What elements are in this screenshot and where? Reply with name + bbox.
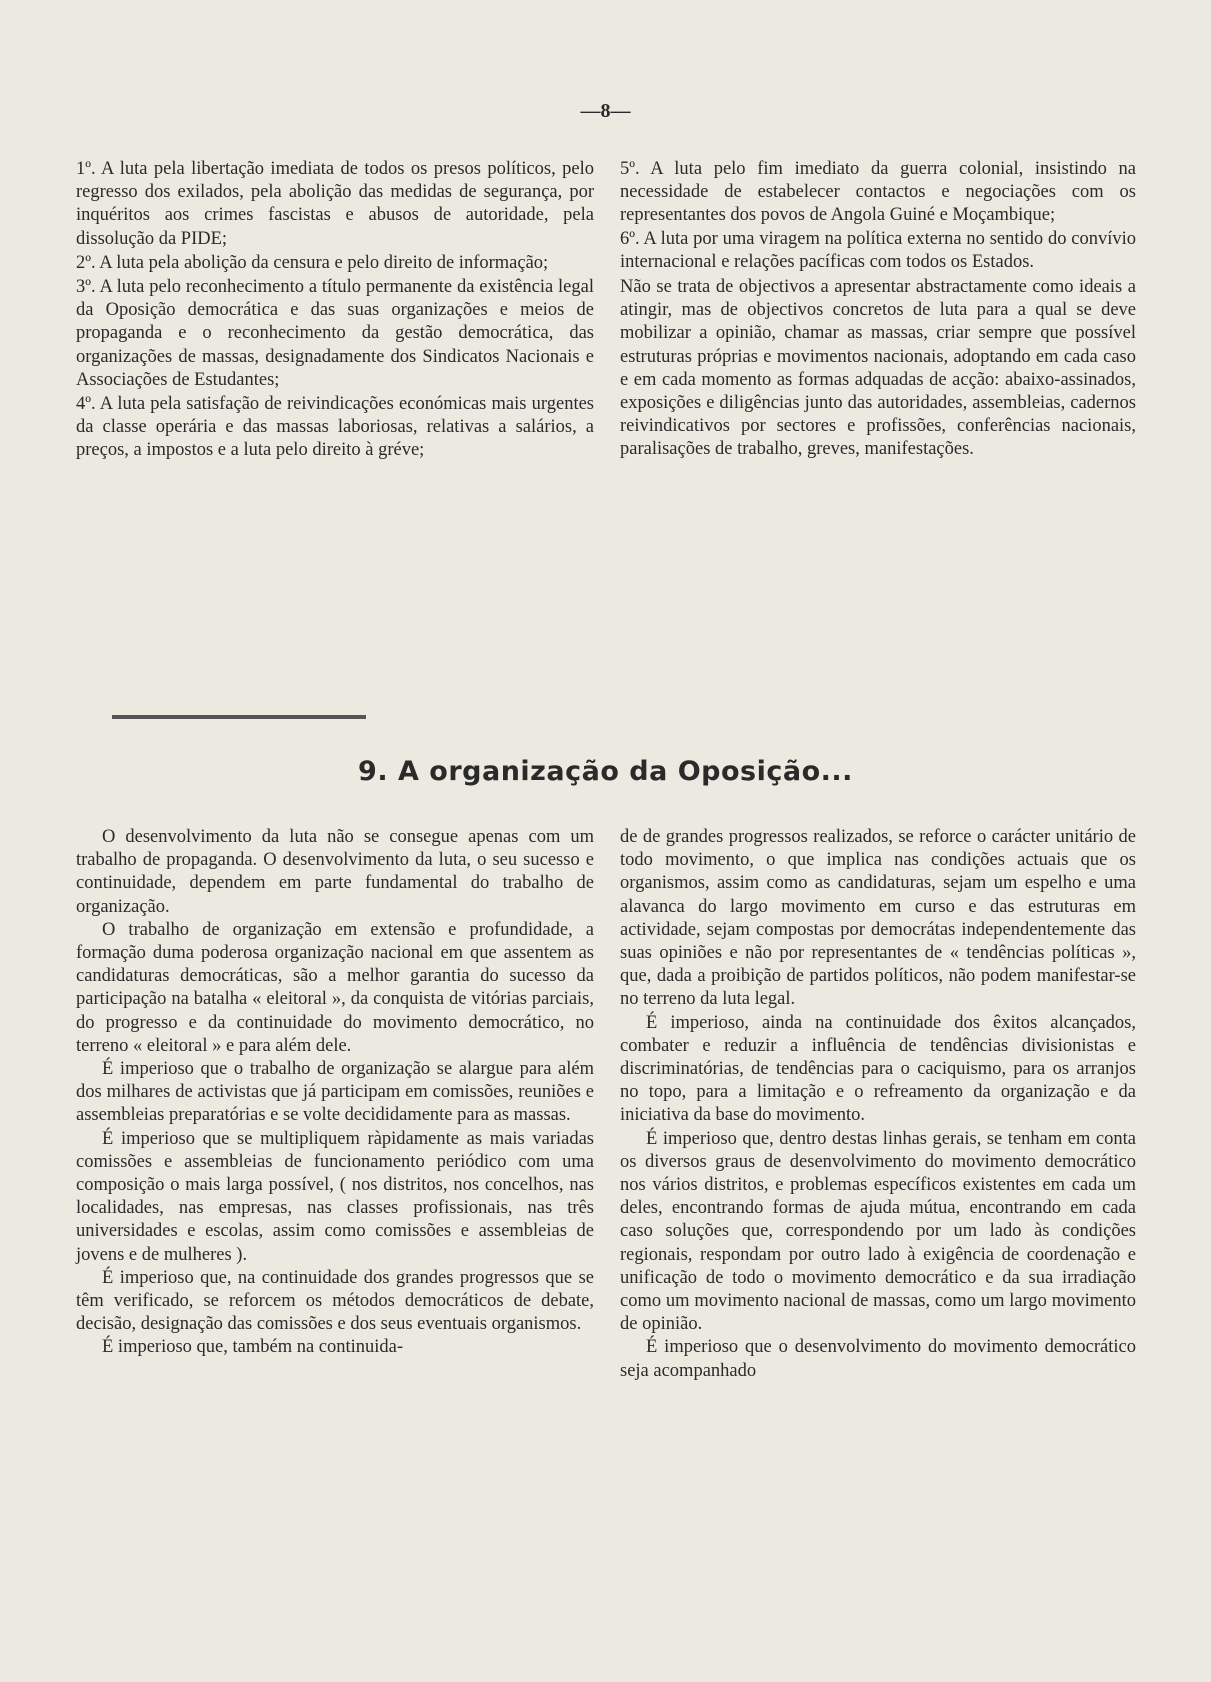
list-item-text: A luta pela satisfação de reivindicações económicas mais urgentes da classe operária e das massas laboriosas, relativas a salários, a preços, a impostos e a luta pelo direito à gréve; [76,394,594,461]
list-item [76,393,594,463]
body-paragraph: O desenvolvimento da luta não se consegue apenas com um trabalho de propaganda. O desenvolvimento da luta, o seu sucesso e continuidade, dependem em parte fundamental do trabalho de organização. [76,827,594,917]
list-item-number: 4º. [76,394,96,415]
list-item-number: 5º. [620,159,640,179]
list-item-text: A luta pela libertação imediata de todos os presos políticos, pelo regresso dos exilados, pela abolição das medidas de segurança, por inquéritos aos crimes fascistas e abusos de autoridade, pela dissolução da PIDE; [76,159,594,249]
section-heading: 9. A organização da Oposição... [358,756,853,787]
body-paragraph: É imperioso, ainda na continuidade dos êxitos alcançados, combater e reduzir a influência de tendências divisionistas e discriminatórias, de tendências para o caciquismo, para os arranjos no topo, para a limitação e o refreamento da organização e da iniciativa da base do movimento. [620,1012,1136,1126]
top-left-column [76,158,594,464]
body-paragraph: É imperioso que, também na continuida- [102,1337,404,1358]
list-item-text: A luta pela abolição da censura e pelo direito de informação; [99,252,549,273]
list-item-text: A luta pelo fim imediato da guerra colonial, insistindo na necessidade de estabelecer contactos e negociações com os representantes dos povos de Angola Guiné e Moçambique; [620,159,1136,226]
top-right-column [620,158,1136,462]
list-item-number: 3º. [76,277,96,298]
body-paragraph: Não se trata de objectivos a apresentar abstractamente como ideais a atingir, mas de objectivos concretos de luta para a qual se deve mobilizar a opinião, chamar as massas, criar sempre que possível estruturas próprias e movimentos nacionais, adoptando em cada caso e em cada momento as formas adquadas de acção: abaixo-assinados, exposições e diligências junto das autoridades, assembleias, cadernos reivindicativos por sectores e profissões, conferências nacionais, paralisações de trabalho, greves, manifestações. [620,277,1136,460]
list-item [620,228,1136,274]
list-item [76,158,594,251]
body-paragraph: O trabalho de organização em extensão e profundidade, a formação duma poderosa organização nacional em que assentem as candidaturas democráticas, são a melhor garantia do sucesso da participação na batalha « eleitoral », da conquista de vitórias parciais, do progresso e da continuidade do movimento democrático, no terreno « eleitoral » e para além dele. [76,919,594,1056]
body-paragraph: É imperioso que, na continuidade dos grandes progressos que se têm verificado, se reforcem os métodos democráticos de debate, decisão, designação das comissões e dos seus eventuais organismos. [76,1267,594,1335]
body-paragraph: de de grandes progressos realizados, se reforce o carácter unitário de todo movimento, o que implica nas condições actuais que os organismos, assim como as candidaturas, sejam um espelho e uma alavanca do largo movimento em curso e das estruturas em actividade, sejam compostas por democrátas independentemente das suas opiniões e não por representantes de « tendências políticas », que, dada a proibição de partidos políticos, não podem manifestar-se no terreno da luta legal. [620,827,1136,1010]
body-paragraph: É imperioso que o desenvolvimento do movimento democrático seja acompanhado [620,1337,1136,1381]
list-item [76,276,594,392]
list-item-text: A luta pelo reconhecimento a título permanente da existência legal da Oposição democrática e das suas organizações e meios de propaganda e o reconhecimento da gestão democrática, das organizações de massas, designadamente dos Sindicatos Nacionais e Associações de Estudantes; [76,277,594,390]
list-item [620,158,1136,228]
body-paragraph: É imperioso que o trabalho de organização se alargue para além dos milhares de activistas que já participam em comissões, reuniões e assembleias preparatórias e se volte decididamente para as massas. [76,1059,594,1126]
body-paragraph: É imperioso que, dentro destas linhas gerais, se tenham em conta os diversos graus de desenvolvimento do movimento democrático nos vários distritos, e problemas específicos existentes em cada um deles, encontrando formas de ajuda mútua, encontrando em cada caso soluções que, correspondendo por um lado às condições regionais, respondam por outro lado à exigência de coordenação e unificação de todo o movimento democrático e da sua irradiação como um movimento nacional de massas, como um largo movimento de opinião. [620,1128,1136,1335]
list-item-number: 2º. [76,252,96,273]
list-item-number: 6º. [620,228,640,249]
list-item [76,252,594,275]
body-paragraph: É imperioso que se multipliquem ràpidamente as mais variadas comissões e assembleias de funcionamento periódico com uma composição o mais larga possível, ( nos distritos, nos concelhos, nas localidades, nas empresas, nas classes profissionais, nas três universidades e escolas, assim como comissões e assembleias de jovens e de mulheres ). [76,1128,594,1265]
section-divider [112,715,366,719]
list-item-text: A luta por uma viragem na política externa no sentido do convívio internacional e relações pacíficas com todos os Estados. [620,228,1137,272]
bottom-left-column [76,826,594,1360]
list-item-number: 1º. [76,159,96,179]
bottom-right-column [620,826,1136,1383]
page-number: —8— [580,100,631,122]
